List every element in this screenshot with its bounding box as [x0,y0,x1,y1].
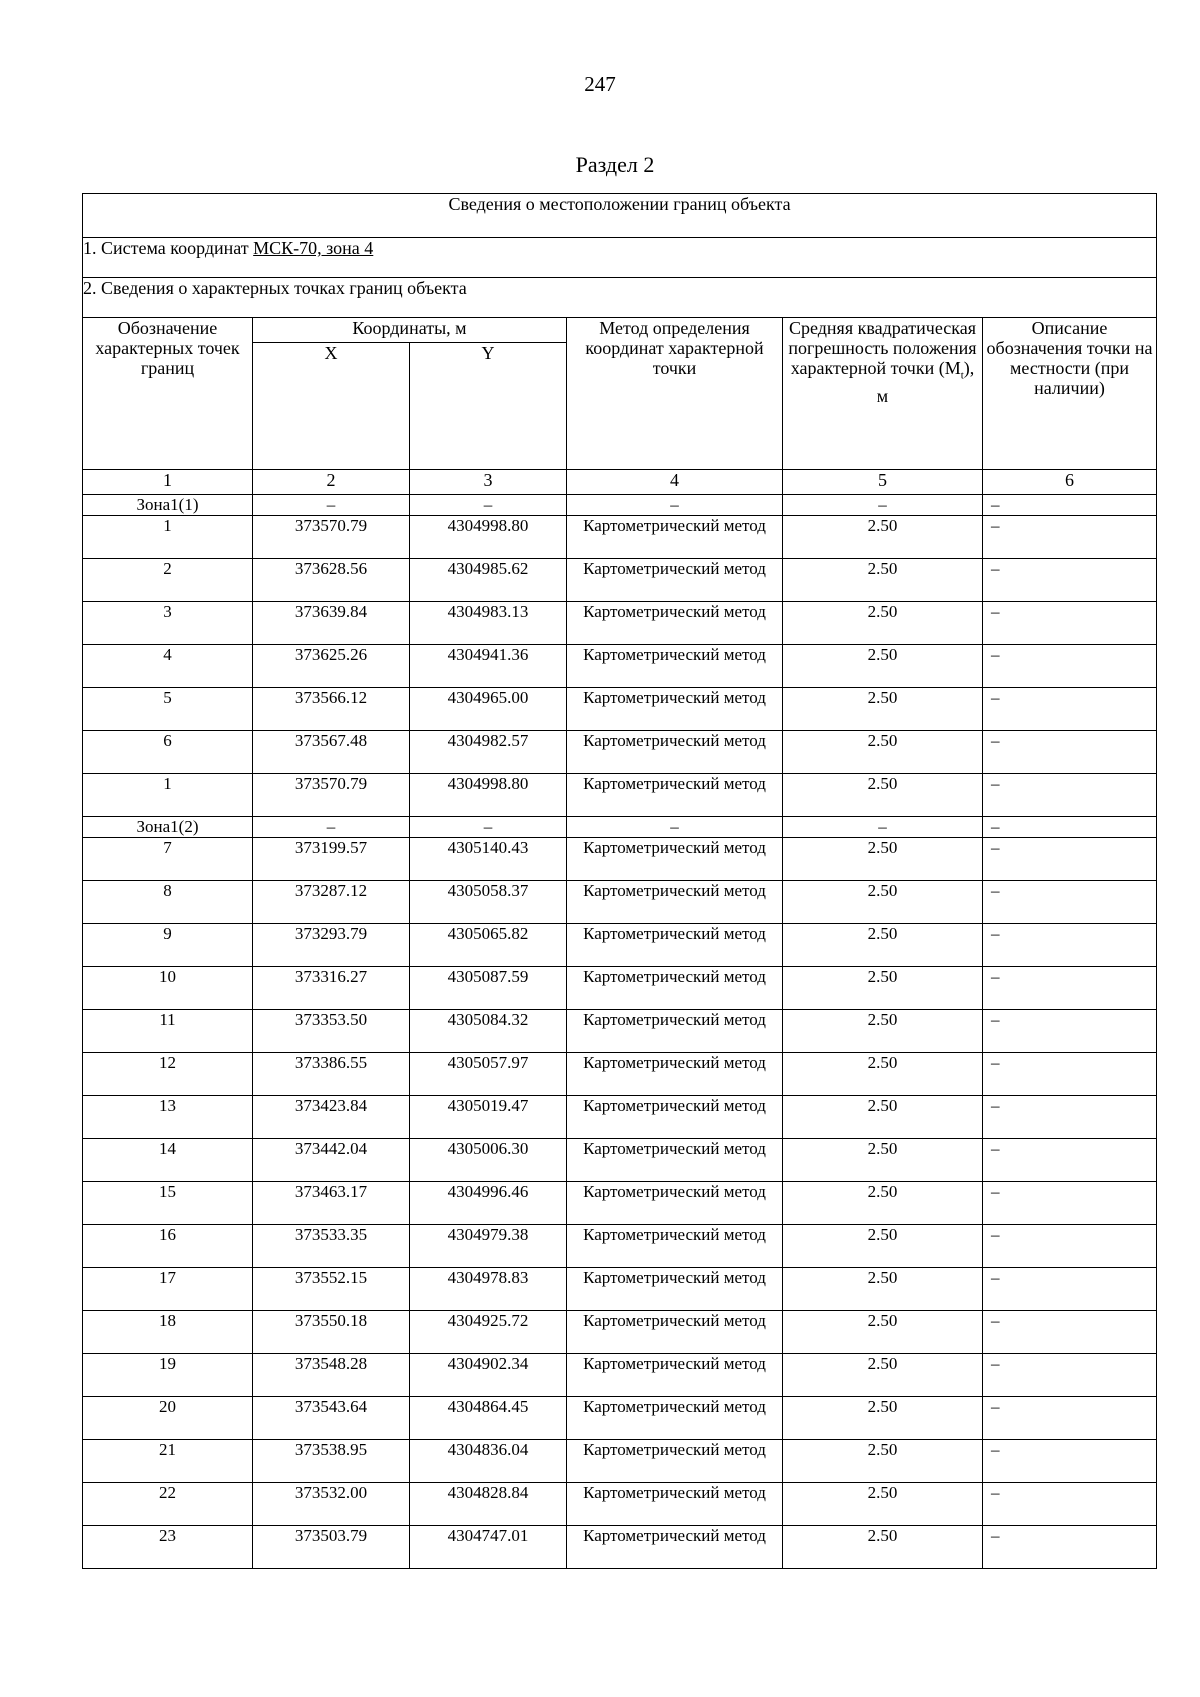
description: – [983,924,1157,967]
table-row [83,774,1157,817]
y-coordinate: 4305087.59 [410,967,567,1010]
y-coordinate: 4304985.62 [410,559,567,602]
column-number: 3 [410,470,567,495]
error-value: 2.50 [783,1182,983,1225]
error-value: 2.50 [783,731,983,774]
description: – [983,1483,1157,1526]
method: Картометрический метод [567,1354,783,1397]
point-label: 6 [83,731,253,774]
point-label: 5 [83,688,253,731]
table-row [83,838,1157,881]
x-coordinate: 373566.12 [253,688,410,731]
table-row [83,1440,1157,1483]
point-label: 22 [83,1483,253,1526]
x-coordinate: 373548.28 [253,1354,410,1397]
y-coordinate: 4304747.01 [410,1526,567,1569]
y-coordinate: 4305006.30 [410,1139,567,1182]
method: Картометрический метод [567,1053,783,1096]
error-value: – [783,817,983,838]
error-value: 2.50 [783,1225,983,1268]
y-coordinate: 4305140.43 [410,838,567,881]
header-error-text: Средняя квадратическая погрешность положения характерной точки (M [788,318,977,378]
x-coordinate: 373386.55 [253,1053,410,1096]
x-coordinate: 373287.12 [253,881,410,924]
description: – [983,1225,1157,1268]
error-value: 2.50 [783,559,983,602]
y-coordinate: 4304983.13 [410,602,567,645]
x-coordinate: 373503.79 [253,1526,410,1569]
header-description: Описание обозначения точки на местности (при наличии) [983,318,1157,470]
boundary-points-table [82,193,1157,1569]
description: – [983,817,1157,838]
error-value: 2.50 [783,1440,983,1483]
y-coordinate: 4305019.47 [410,1096,567,1139]
method: Картометрический метод [567,967,783,1010]
y-coordinate: 4304996.46 [410,1182,567,1225]
header-coordinates: Координаты, м [253,318,567,343]
coordinate-system-label: 1. Система координат [83,238,254,258]
point-label: 20 [83,1397,253,1440]
y-coordinate: 4304978.83 [410,1268,567,1311]
table-row [83,559,1157,602]
point-label: 19 [83,1354,253,1397]
table-row [83,516,1157,559]
description: – [983,967,1157,1010]
y-coordinate: 4305065.82 [410,924,567,967]
error-value: 2.50 [783,1053,983,1096]
table-caption: Сведения о местоположении границ объекта [83,194,1157,238]
description: – [983,1096,1157,1139]
error-value: – [783,495,983,516]
description: – [983,1182,1157,1225]
method: Картометрический метод [567,688,783,731]
table-row [83,1225,1157,1268]
point-label: 11 [83,1010,253,1053]
x-coordinate: – [253,817,410,838]
point-label: 1 [83,774,253,817]
y-coordinate: 4304828.84 [410,1483,567,1526]
page-number: 247 [584,72,616,96]
header-x: X [253,343,410,470]
x-coordinate: 373550.18 [253,1311,410,1354]
error-value: 2.50 [783,1354,983,1397]
zone-row [83,495,1157,516]
table-row [83,1010,1157,1053]
description: – [983,1354,1157,1397]
method: Картометрический метод [567,1096,783,1139]
x-coordinate: 373533.35 [253,1225,410,1268]
table-row [83,645,1157,688]
method: Картометрический метод [567,881,783,924]
error-value: 2.50 [783,1311,983,1354]
coordinate-system-value: МСК-70, зона 4 [253,238,374,258]
y-coordinate: 4305058.37 [410,881,567,924]
y-coordinate: 4305084.32 [410,1010,567,1053]
method: Картометрический метод [567,559,783,602]
table-row [83,1354,1157,1397]
point-label: 9 [83,924,253,967]
method: Картометрический метод [567,602,783,645]
x-coordinate: 373538.95 [253,1440,410,1483]
description: – [983,1268,1157,1311]
point-label: 4 [83,645,253,688]
table-row [83,967,1157,1010]
method: Картометрический метод [567,1139,783,1182]
column-number: 4 [567,470,783,495]
x-coordinate: 373570.79 [253,516,410,559]
error-value: 2.50 [783,1268,983,1311]
error-value: 2.50 [783,774,983,817]
x-coordinate: 373552.15 [253,1268,410,1311]
error-value: 2.50 [783,645,983,688]
method: Картометрический метод [567,1483,783,1526]
description: – [983,559,1157,602]
y-coordinate: 4304979.38 [410,1225,567,1268]
x-coordinate: 373570.79 [253,774,410,817]
x-coordinate: 373628.56 [253,559,410,602]
y-coordinate: – [410,817,567,838]
description: – [983,731,1157,774]
method: Картометрический метод [567,838,783,881]
point-label: 2 [83,559,253,602]
header-error [783,318,983,470]
method: Картометрический метод [567,731,783,774]
x-coordinate: 373293.79 [253,924,410,967]
error-value: 2.50 [783,838,983,881]
table-row [83,1096,1157,1139]
description: – [983,1397,1157,1440]
table-row [83,731,1157,774]
column-number: 2 [253,470,410,495]
x-coordinate: 373543.64 [253,1397,410,1440]
point-label: 7 [83,838,253,881]
x-coordinate: 373199.57 [253,838,410,881]
table-row [83,688,1157,731]
error-value: 2.50 [783,516,983,559]
points-section-title: 2. Сведения о характерных точках границ объекта [83,278,1157,318]
y-coordinate: 4304836.04 [410,1440,567,1483]
y-coordinate: 4304965.00 [410,688,567,731]
method: Картометрический метод [567,516,783,559]
x-coordinate: 373442.04 [253,1139,410,1182]
table-row [83,1053,1157,1096]
x-coordinate: 373353.50 [253,1010,410,1053]
description: – [983,774,1157,817]
method: Картометрический метод [567,924,783,967]
description: – [983,1440,1157,1483]
point-label: 16 [83,1225,253,1268]
error-value: 2.50 [783,1096,983,1139]
column-number: 1 [83,470,253,495]
error-value: 2.50 [783,1010,983,1053]
x-coordinate: 373625.26 [253,645,410,688]
point-label: 17 [83,1268,253,1311]
description: – [983,838,1157,881]
table-row [83,1139,1157,1182]
table-row [83,1182,1157,1225]
error-value: 2.50 [783,924,983,967]
method: – [567,495,783,516]
description: – [983,1010,1157,1053]
y-coordinate: 4304902.34 [410,1354,567,1397]
y-coordinate: 4304998.80 [410,774,567,817]
description: – [983,1311,1157,1354]
method: Картометрический метод [567,1268,783,1311]
method: Картометрический метод [567,774,783,817]
column-number: 6 [983,470,1157,495]
y-coordinate: 4304864.45 [410,1397,567,1440]
table-row [83,602,1157,645]
error-value: 2.50 [783,967,983,1010]
method: Картометрический метод [567,1526,783,1569]
y-coordinate: 4304925.72 [410,1311,567,1354]
x-coordinate: 373423.84 [253,1096,410,1139]
method: Картометрический метод [567,1182,783,1225]
error-value: 2.50 [783,602,983,645]
description: – [983,645,1157,688]
x-coordinate: 373532.00 [253,1483,410,1526]
x-coordinate: 373639.84 [253,602,410,645]
method: Картометрический метод [567,645,783,688]
description: – [983,1526,1157,1569]
table-row [83,1526,1157,1569]
zone-row [83,817,1157,838]
header-designation: Обозначение характерных точек границ [83,318,253,470]
point-label: 15 [83,1182,253,1225]
description: – [983,602,1157,645]
header-y: Y [410,343,567,470]
point-label: 21 [83,1440,253,1483]
x-coordinate: 373567.48 [253,731,410,774]
point-label: 12 [83,1053,253,1096]
point-label: 13 [83,1096,253,1139]
header-error-subscript: t [960,369,964,382]
column-number: 5 [783,470,983,495]
point-label: 10 [83,967,253,1010]
method: Картометрический метод [567,1010,783,1053]
method: Картометрический метод [567,1225,783,1268]
description: – [983,688,1157,731]
header-error-unit: ), м [876,358,975,406]
method: – [567,817,783,838]
error-value: 2.50 [783,1483,983,1526]
point-label: 14 [83,1139,253,1182]
point-label: 1 [83,516,253,559]
y-coordinate: 4304941.36 [410,645,567,688]
y-coordinate: 4304982.57 [410,731,567,774]
description: – [983,1053,1157,1096]
table-row [83,1311,1157,1354]
table-row [83,1483,1157,1526]
point-label: 8 [83,881,253,924]
table-row [83,1397,1157,1440]
error-value: 2.50 [783,1397,983,1440]
error-value: 2.50 [783,1139,983,1182]
method: Картометрический метод [567,1440,783,1483]
y-coordinate: 4304998.80 [410,516,567,559]
method: Картометрический метод [567,1397,783,1440]
description: – [983,516,1157,559]
point-label: 23 [83,1526,253,1569]
header-method: Метод определения координат характерной точки [567,318,783,470]
description: – [983,881,1157,924]
error-value: 2.50 [783,688,983,731]
table-row [83,881,1157,924]
error-value: 2.50 [783,1526,983,1569]
description: – [983,1139,1157,1182]
y-coordinate: – [410,495,567,516]
point-label: Зона1(2) [83,817,253,838]
section-title: Раздел 2 [575,152,655,177]
x-coordinate: 373316.27 [253,967,410,1010]
x-coordinate: 373463.17 [253,1182,410,1225]
description: – [983,495,1157,516]
x-coordinate: – [253,495,410,516]
point-label: Зона1(1) [83,495,253,516]
error-value: 2.50 [783,881,983,924]
method: Картометрический метод [567,1311,783,1354]
table-row [83,924,1157,967]
table-row [83,1268,1157,1311]
coordinate-system [83,238,1157,278]
point-label: 3 [83,602,253,645]
y-coordinate: 4305057.97 [410,1053,567,1096]
point-label: 18 [83,1311,253,1354]
